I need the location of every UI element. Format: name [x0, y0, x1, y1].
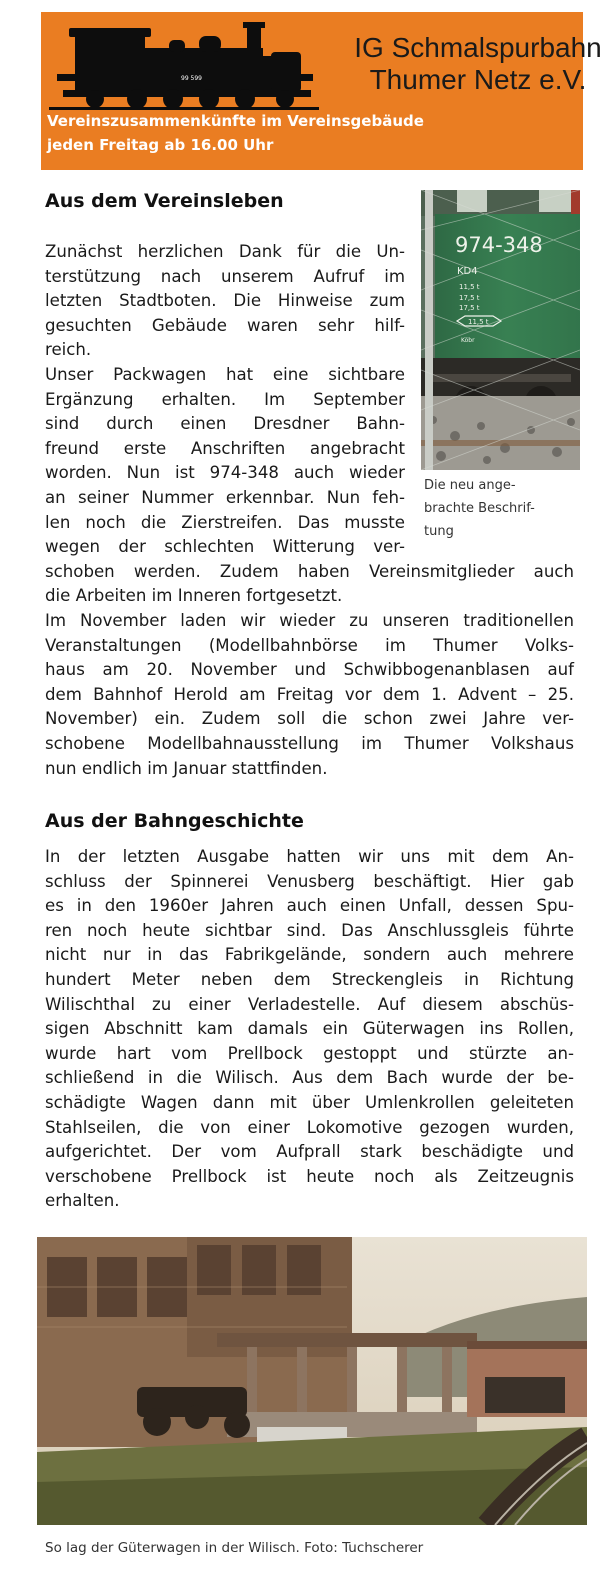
text-line: freund erste Anschriften angebracht: [45, 438, 405, 458]
text-line: es in den 1960er Jahren auch einen Unfall, dessen Spu-: [45, 896, 574, 916]
text-line: Wilischthal zu einer Verladestelle. Auf diesem abschüs-: [45, 994, 574, 1014]
section-heading-vereinsleben: Aus dem Vereinsleben: [45, 190, 284, 212]
wagon-lettering-photo: [421, 190, 580, 470]
text-line: schobene Modellbahnausstellung im Thumer Volkshaus: [45, 733, 574, 753]
meeting-line: jeden Freitag ab 16.00 Uhr: [47, 136, 274, 154]
wagon-marking: 11,5 t: [468, 318, 489, 326]
title-line: Thumer Netz e.V.: [369, 64, 587, 95]
text-line: verschobene Prellbock ist heute noch als Zeitzeugnis: [45, 1166, 574, 1186]
wagon-marking: 17,5 t: [459, 294, 480, 302]
section-heading-bahngeschichte: Aus der Bahngeschichte: [45, 810, 304, 832]
text-line: an seiner Nummer erkennbar. Nun feh-: [45, 487, 405, 507]
text-line: die Arbeiten im Inneren fortgesetzt.: [45, 586, 343, 606]
text-line: terstützung nach unserem Aufruf im: [45, 266, 405, 286]
text-line: wurde hart vom Prellbock gestoppt und stürzte an-: [45, 1043, 574, 1063]
wagon-marking: 11,5 t: [459, 283, 480, 291]
wagon-photo-caption: [424, 474, 535, 543]
text-line: erhalten.: [45, 1191, 120, 1211]
text-line: Veranstaltungen (Modellbahnbörse im Thumer Volks-: [45, 635, 574, 655]
wagon-marking: KD4: [457, 266, 478, 277]
meeting-info: [47, 109, 567, 157]
meeting-line: Vereinszusammenkünfte im Vereinsgebäude: [47, 112, 424, 130]
section1-text-narrow: [45, 240, 405, 560]
wagon-marking: Köbr: [461, 337, 475, 344]
text-line: nicht nur in das Fabrikgelände, sondern auch mehrere: [45, 945, 574, 965]
locomotive-logo: [49, 18, 319, 110]
title-line: IG Schmalspurbahn: [354, 32, 602, 63]
historic-photo-factory-siding: [37, 1237, 587, 1525]
text-line: In der letzten Ausgabe hatten wir uns mit dem An-: [45, 847, 574, 866]
section1-text-wide: [45, 560, 574, 781]
bottom-photo-caption: So lag der Güterwagen in der Wilisch. Foto: Tuchscherer: [45, 1540, 424, 1556]
caption-line: tung: [424, 524, 454, 539]
text-line: wegen der schlechten Witterung ver-: [45, 537, 405, 557]
text-line: Im November laden wir wieder zu unseren traditionellen: [45, 610, 574, 630]
locomotive-number: 99 599: [181, 75, 202, 82]
text-line: dem Bahnhof Herold am Freitag vor dem 1. Advent – 25.: [45, 684, 574, 704]
text-line: sigen Abschnitt kam damals ein Güterwagen ins Rollen,: [45, 1019, 574, 1039]
text-line: Unser Packwagen hat eine sichtbare: [45, 364, 405, 384]
text-line: November) ein. Zudem soll die schon zwei Jahre ver-: [45, 709, 574, 729]
header-banner: [41, 12, 602, 170]
text-line: schädigte Wagen dann mit über Umlenkrollen geleiteten: [45, 1092, 574, 1112]
text-line: schluss der Spinnerei Venusberg beschäftigt. Hier gab: [45, 871, 574, 891]
organization-title: [333, 32, 608, 96]
text-line: Ergänzung erhalten. Im September: [45, 389, 405, 409]
wagon-number: 974-348: [455, 233, 543, 257]
text-line: schließend in die Wilisch. Aus dem Bach wurde der be-: [45, 1068, 574, 1088]
text-line: schoben werden. Zudem haben Vereinsmitglieder auch: [45, 561, 574, 581]
caption-line: brachte Beschrif-: [424, 501, 535, 516]
caption-line: Die neu ange-: [424, 478, 516, 493]
text-line: gesuchten Gebäude waren sehr hilf-: [45, 315, 405, 335]
text-line: hundert Meter neben dem Streckengleis in Richtung: [45, 969, 574, 989]
text-line: worden. Nun ist 974-348 auch wieder: [45, 463, 405, 483]
wagon-marking: 17,5 t: [459, 304, 480, 312]
text-line: ren noch heute sichtbar sind. Das Anschlussgleis führte: [45, 920, 574, 940]
text-line: len noch die Zierstreifen. Das musste: [45, 512, 405, 532]
text-line: letzten Stadtboten. Die Hinweise zum: [45, 291, 405, 311]
section2-text: [45, 845, 574, 1214]
text-line: reich.: [45, 340, 92, 360]
text-line: sind durch einen Dresdner Bahn-: [45, 414, 405, 434]
text-line: haus am 20. November und Schwibbogenanblasen auf: [45, 660, 574, 680]
text-line: nun endlich im Januar stattfinden.: [45, 758, 328, 778]
text-line: Zunächst herzlichen Dank für die Un-: [45, 242, 405, 261]
text-line: Stahlseilen, die von einer Lokomotive gezogen wurden,: [45, 1117, 574, 1137]
text-line: aufgerichtet. Der vom Aufprall stark beschädigte und: [45, 1142, 574, 1162]
